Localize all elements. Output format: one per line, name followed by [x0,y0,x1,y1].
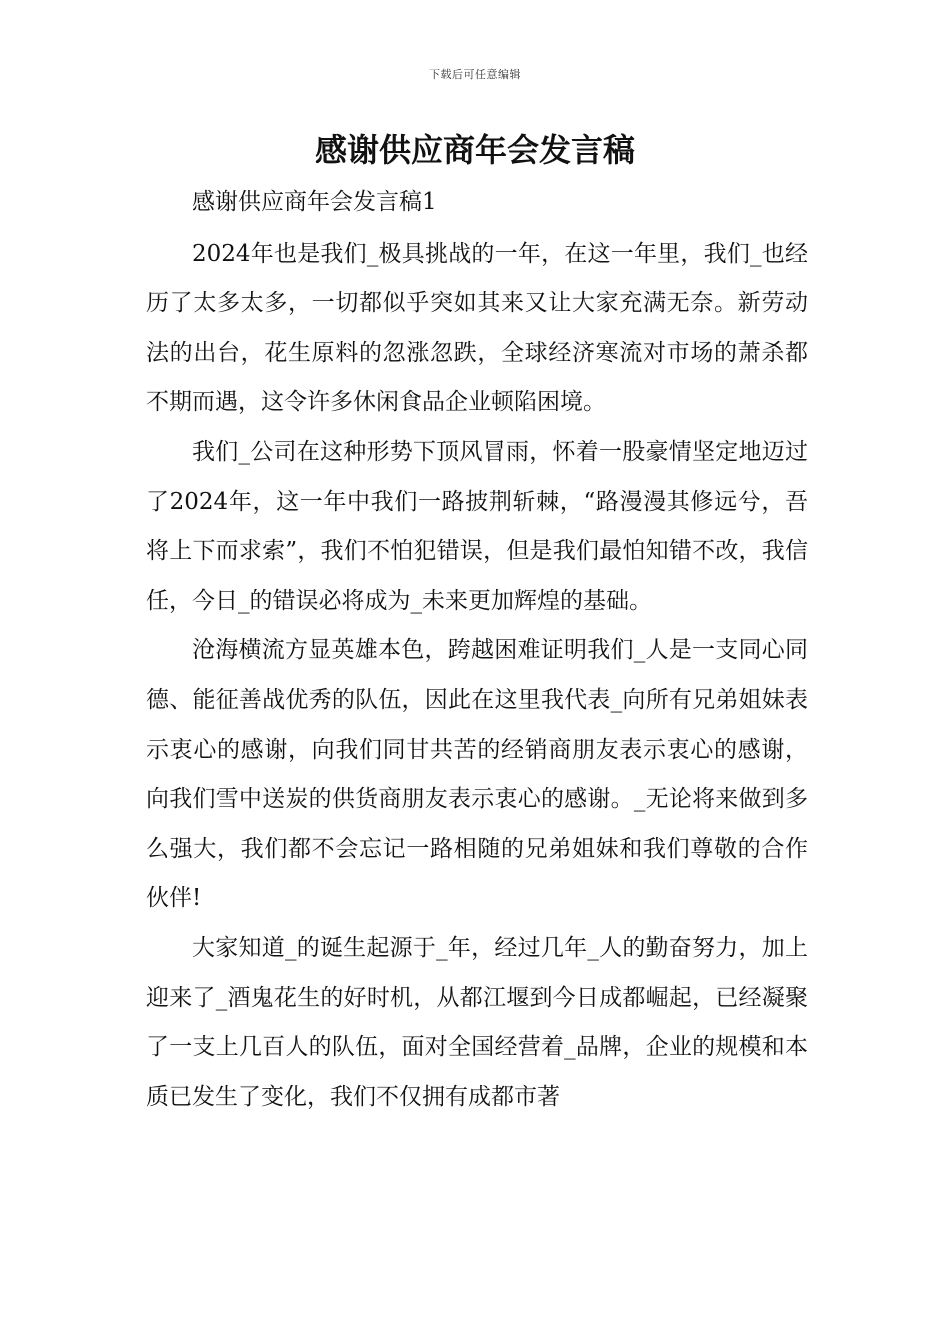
paragraph: 大家知道_的诞生起源于_年，经过几年_人的勤奋努力，加上迎来了_酒鬼花生的好时机，从都江堰到今日成都崛起，已经凝聚了一支上几百人的队伍，面对全国经营着_品牌，企业的规模和本质已发生了变化，我们不仅拥有成都市著 [146,934,808,1110]
paragraph: 沧海横流方显英雄本色，跨越困难证明我们_人是一支同心同德、能征善战优秀的队伍，因此在这里我代表_向所有兄弟姐妹表示衷心的感谢，向我们同甘共苦的经销商朋友表示衷心的感谢，向我们雪中送炭的供货商朋友表示衷心的感谢。_无论将来做到多么强大，我们都不会忘记一路相随的兄弟姐妹和我们尊敬的合作伙伴! [146,637,808,912]
paragraph: 2024年也是我们_极具挑战的一年，在这一年里，我们_也经历了太多太多，一切都似乎突如其来又让大家充满无奈。新劳动法的出台，花生原料的忽涨忽跌，全球经济寒流对市场的萧杀都不期而遇，这令许多休闲食品企业顿陷困境。 [146,240,808,416]
document-body [146,178,808,1122]
document-subtitle: 感谢供应商年会发言稿1 [192,189,437,215]
header-note: 下载后可任意编辑 [429,68,521,81]
document-title: 感谢供应商年会发言稿 [314,131,635,169]
paragraph: 我们_公司在这种形势下顶风冒雨，怀着一股豪情坚定地迈过了2024年，这一年中我们一路披荆斩棘，“路漫漫其修远兮，吾将上下而求索”，我们不怕犯错误，但是我们最怕知错不改，我信任，今日_的错误必将成为_未来更加辉煌的基础。 [146,438,808,614]
